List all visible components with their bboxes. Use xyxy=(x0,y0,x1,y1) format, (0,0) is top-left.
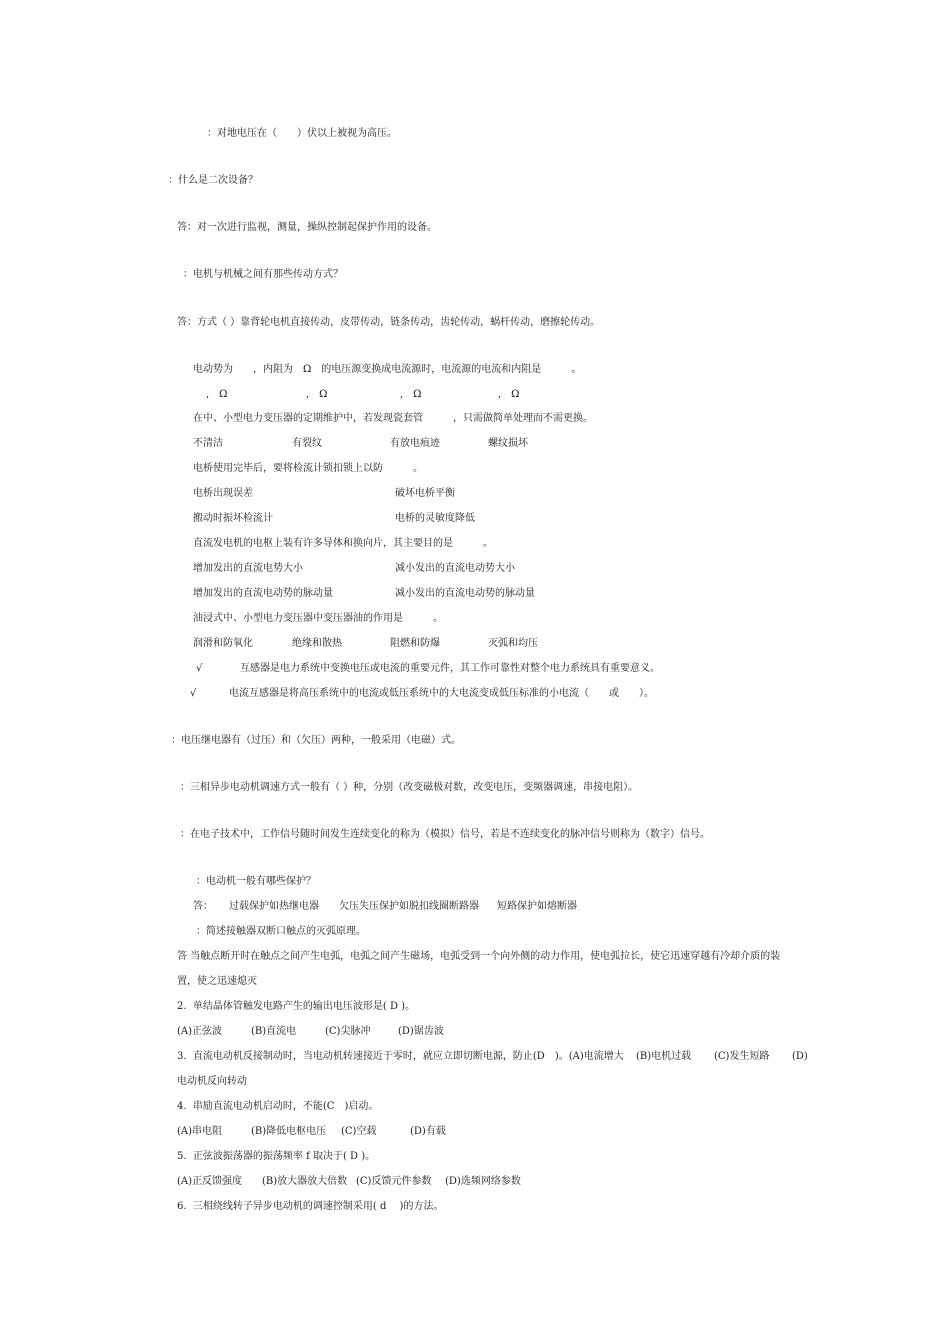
option-d: (D)锯齿波 xyxy=(398,1026,444,1037)
option-c: (C)反馈元件参数 xyxy=(356,1176,432,1187)
option-a: , Ω xyxy=(206,389,228,400)
option-c: (C)尖脉冲 xyxy=(325,1026,371,1037)
option-c: 增加发出的直流电动势的脉动量 xyxy=(193,588,333,599)
answer-text: 答 当触点断开时在触点之间产生电弧，电弧之间产生磁场，电弧受到一个向外侧的动力作用，使电弧拉长，使它迅速穿越有冷却介质的装 xyxy=(177,951,781,962)
question-text: 油浸式中、小型电力变压器中变压器油的作用是 。 xyxy=(193,613,443,624)
text-line: ：对地电压在（ ）伏以上被视为高压。 xyxy=(207,128,397,139)
check-mark: √ xyxy=(190,688,197,699)
answer-item: 短路保护如熔断器 xyxy=(497,901,577,912)
question-heading: ：电动机一般有哪些保护？ xyxy=(196,876,316,887)
option-d-text: 电动机反向转动 xyxy=(177,1076,247,1087)
question-heading: ：在电子技术中，工作信号随时间发生连续变化的称为（模拟）信号，若是不连续变化的脉冲信号则称为（数字）信号。 xyxy=(180,829,710,840)
question-heading: ：电压继电器有（过压）和（欠压）两种，一般采用（电磁）式。 xyxy=(171,735,461,746)
option-a: (A)正弦波 xyxy=(177,1026,223,1037)
option-c: 阻燃和防爆 xyxy=(390,638,440,649)
question-text: 电动势为 ，内阻为 Ω 的电压源变换成电流源时，电流源的电流和内阻是 。 xyxy=(193,364,582,375)
answer-text: 答：方式（ ）靠背轮电机直接传动，皮带传动，链条传动，齿轮传动，蜗杆传动，磨擦轮传动。 xyxy=(177,317,601,328)
question-heading: ：简述接触器双断口触点的灭弧原理。 xyxy=(196,926,366,937)
option-b: (B)直流电 xyxy=(251,1026,297,1037)
option-d: 减小发出的直流电动势的脉动量 xyxy=(395,588,535,599)
answer-text: 置，使之迅速熄灭 xyxy=(177,976,257,987)
answer-text: 答：对一次进行监视，测量，操纵控制起保护作用的设备。 xyxy=(177,222,437,233)
option-b: (B)电机过载 xyxy=(636,1051,692,1062)
answer-label: 答： xyxy=(193,901,213,912)
option-d: 电桥的灵敏度降低 xyxy=(395,513,475,524)
option-a: 电桥出现误差 xyxy=(193,488,253,499)
answer-item: 过载保护如热继电器 xyxy=(229,901,319,912)
option-c: , Ω xyxy=(400,389,422,400)
question-heading: ：电机与机械之间有那些传动方式？ xyxy=(183,269,343,280)
option-d: (D) xyxy=(792,1051,808,1062)
option-d: (D)选频网络参数 xyxy=(445,1176,521,1187)
statement-text: 电流互感器是将高压系统中的电流或低压系统中的大电流变成低压标准的小电流（ 或 ）。 xyxy=(229,688,654,699)
option-d: 灭弧和均压 xyxy=(488,638,538,649)
statement-text: 互感器是电力系统中变换电压或电流的重要元件，其工作可靠性对整个电力系统具有重要意义。 xyxy=(240,663,660,674)
question-text: 4. 串励直流电动机启动时，不能(C )启动。 xyxy=(177,1101,379,1112)
option-a: 不清洁 xyxy=(193,438,223,449)
check-mark: √ xyxy=(196,663,203,674)
question-text: 2. 单结晶体管触发电路产生的输出电压波形是( D )。 xyxy=(177,1001,416,1012)
option-c: (C)空载 xyxy=(341,1126,377,1137)
option-c: 有放电痕迹 xyxy=(390,438,440,449)
question-text: 6. 三相绕线转子异步电动机的调速控制采用( d )的方法。 xyxy=(177,1201,444,1212)
question-text: 直流发电机的电枢上装有许多导体和换向片，其主要目的是 。 xyxy=(193,538,493,549)
option-b: 破坏电桥平衡 xyxy=(395,488,455,499)
option-d: (D)有载 xyxy=(410,1126,446,1137)
answer-item: 欠压失压保护如脱扣线圈断路器 xyxy=(339,901,479,912)
option-b: , Ω xyxy=(306,389,328,400)
option-c: (C)发生短路 xyxy=(714,1051,770,1062)
option-a: (A)正反馈强度 xyxy=(177,1176,243,1187)
question-text: 3. 直流电动机反接制动时，当电动机转速接近于零时，就应立即切断电源，防止(D )。(A)电流增大 xyxy=(177,1051,624,1062)
option-b: 有裂纹 xyxy=(292,438,322,449)
option-d: , Ω xyxy=(498,389,520,400)
question-text: 在中、小型电力变压器的定期维护中，若发现瓷套管 ，只需做简单处理而不需更换。 xyxy=(193,413,593,424)
option-c: 搬动时振坏检流计 xyxy=(193,513,273,524)
option-a: 增加发出的直流电势大小 xyxy=(193,563,303,574)
option-a: 润滑和防氧化 xyxy=(193,638,253,649)
option-d: 螺纹损坏 xyxy=(488,438,528,449)
question-text: 电桥使用完毕后，要将检流计锁扣锁上以防 。 xyxy=(193,463,423,474)
option-b: (B)降低电枢电压 xyxy=(251,1126,327,1137)
option-b: (B)放大器放大倍数 xyxy=(262,1176,348,1187)
option-b: 绝缘和散热 xyxy=(292,638,342,649)
question-heading: ：三相异步电动机调速方式一般有（ ）种，分别（改变磁极对数，改变电压，变频器调速，串接电阻）。 xyxy=(180,782,639,793)
option-b: 减小发出的直流电动势大小 xyxy=(395,563,515,574)
question-text: 5. 正弦波振荡器的振荡频率 f 取决于( D )。 xyxy=(177,1151,376,1162)
option-a: (A)串电阻 xyxy=(177,1126,223,1137)
question-heading: ：什么是二次设备？ xyxy=(168,175,258,186)
